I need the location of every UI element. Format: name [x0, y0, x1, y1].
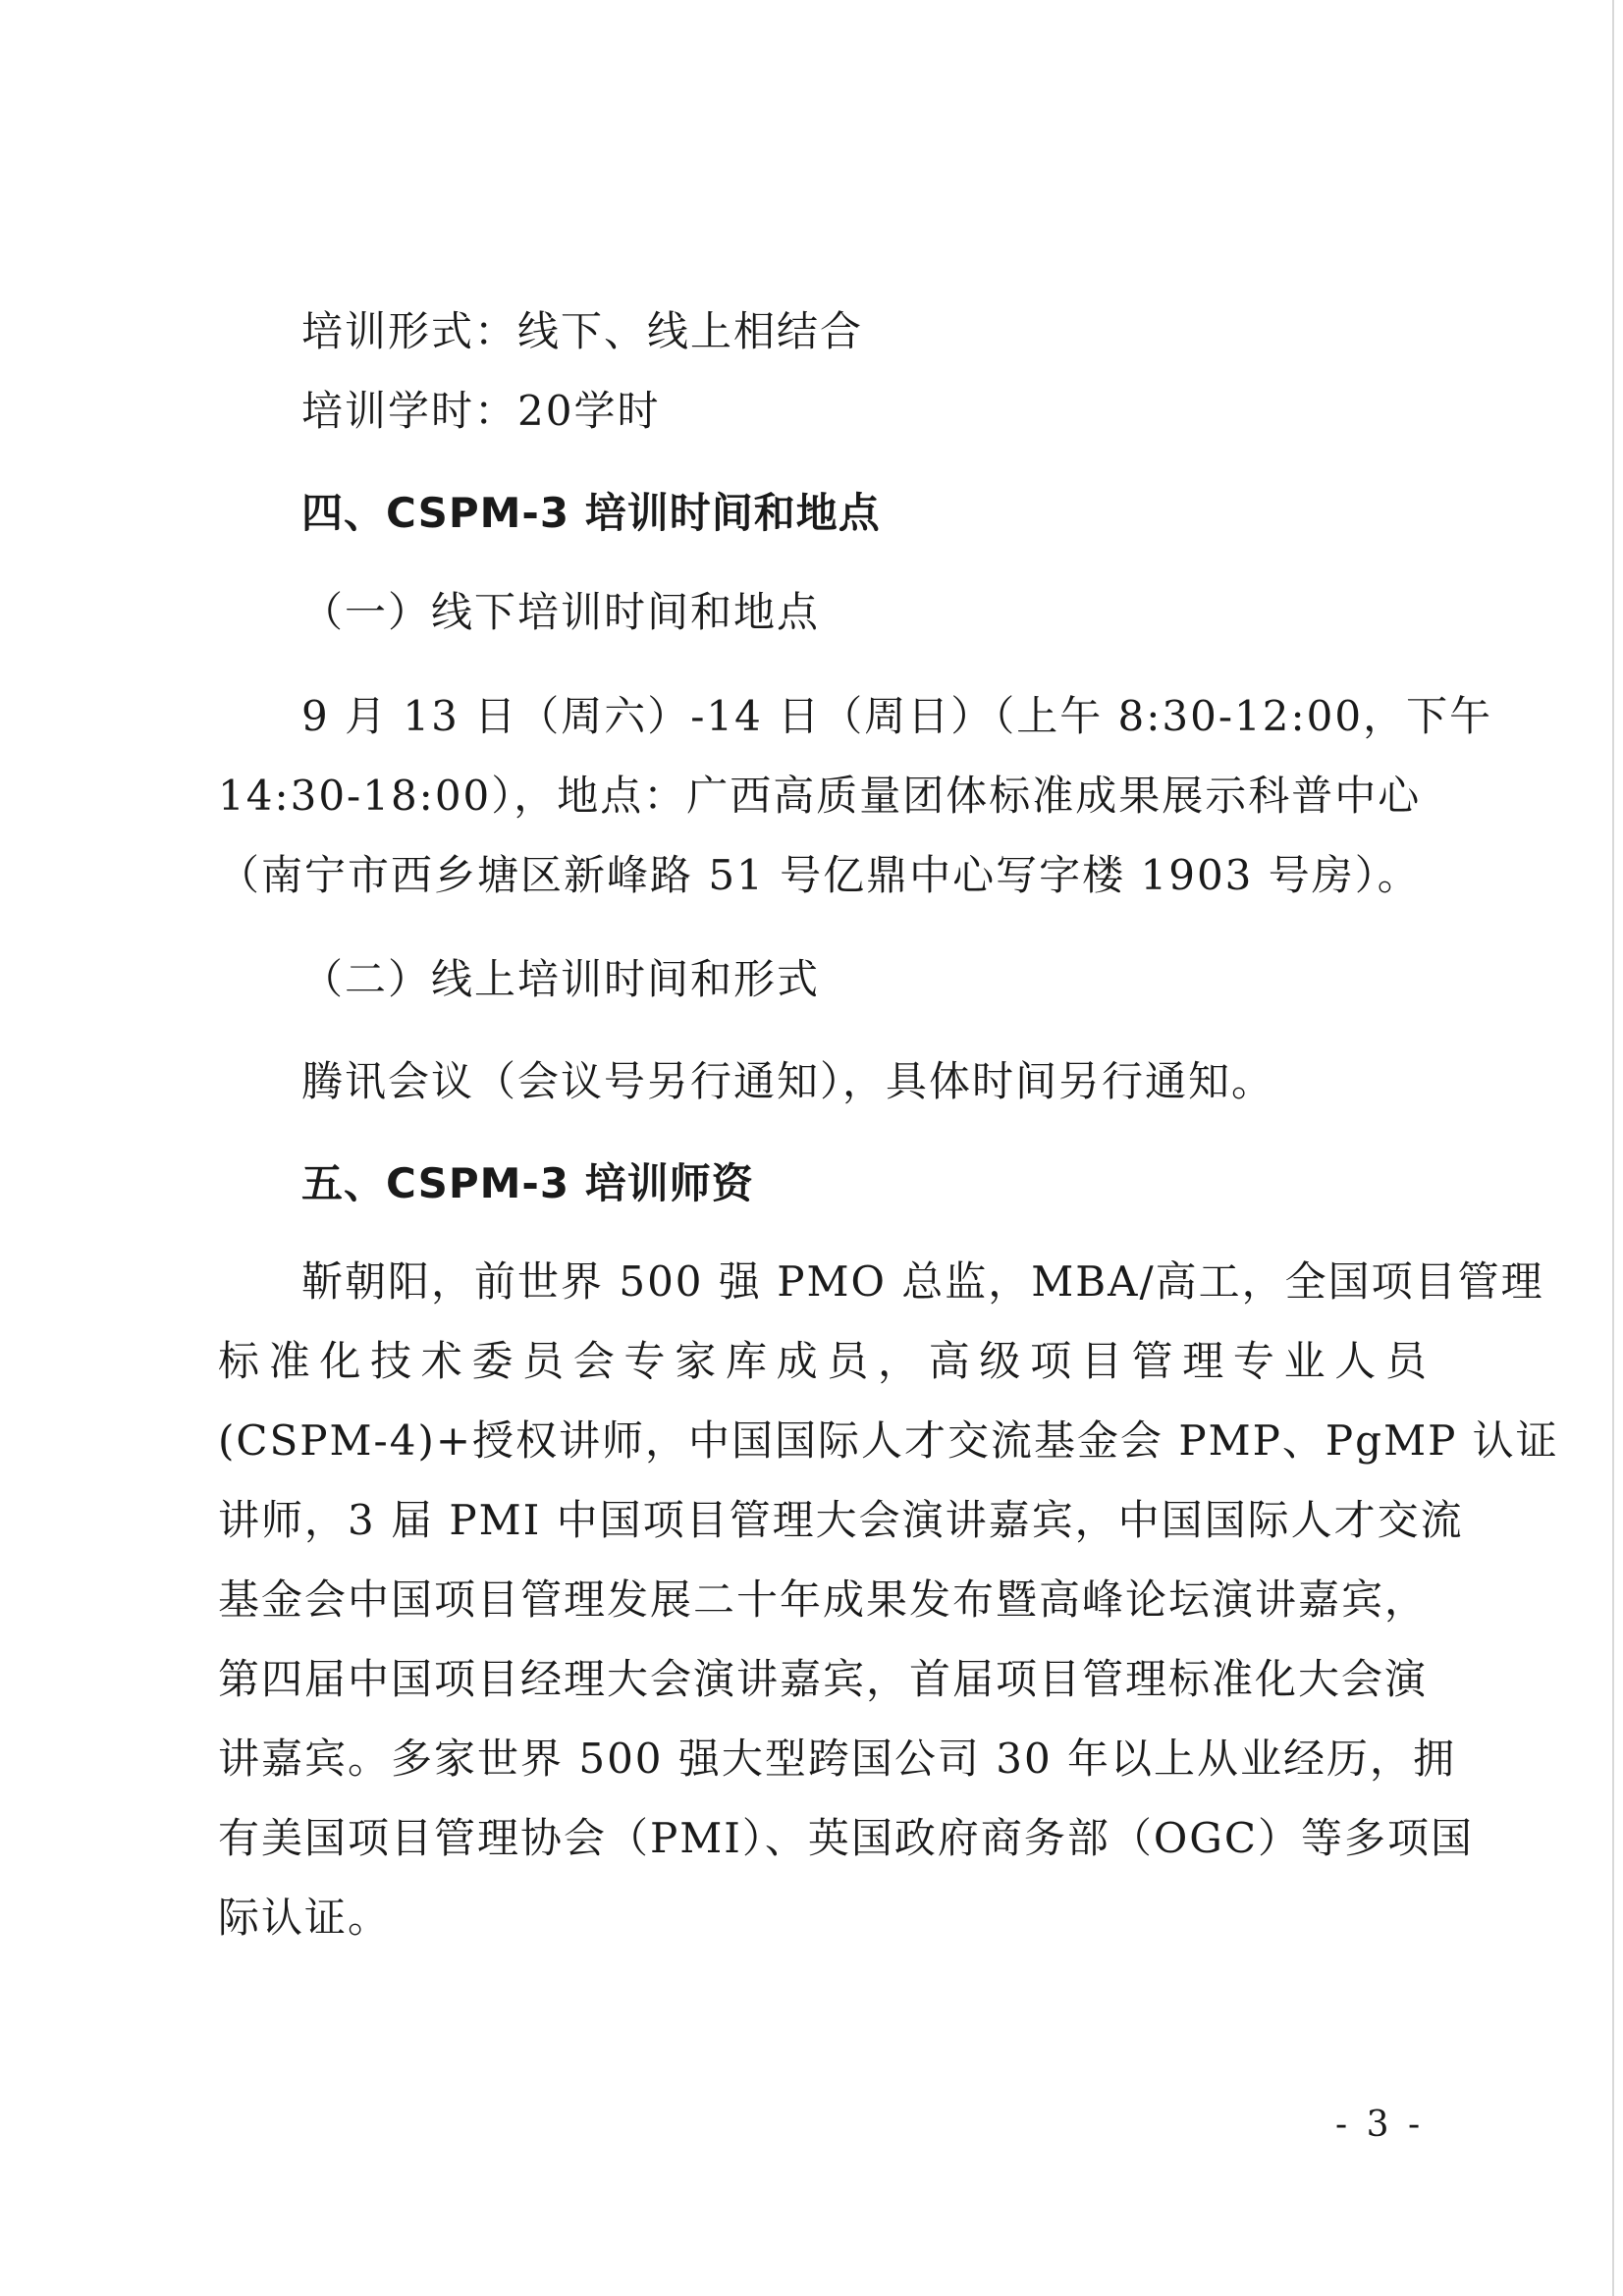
subheading-online: （二）线上培训时间和形式 — [301, 955, 821, 1003]
trainer-bio-line-4: 讲师，3 届 PMI 中国项目管理大会演讲嘉宾，中国国际人才交流 — [218, 1496, 1464, 1544]
training-hours-line: 培训学时：20学时 — [301, 387, 661, 435]
trainer-bio-line-8: 有美国项目管理协会（PMI）、英国政府商务部（OGC）等多项国 — [218, 1814, 1474, 1862]
online-meeting-line: 腾讯会议（会议号另行通知），具体时间另行通知。 — [301, 1057, 1275, 1105]
trainer-bio-line-3: (CSPM-4)+授权讲师，中国国际人才交流基金会 PMP、PgMP 认证 — [218, 1416, 1559, 1465]
trainer-bio-line-1: 靳朝阳，前世界 500 强 PMO 总监，MBA/高工，全国项目管理 — [301, 1257, 1544, 1306]
offline-time-line-2: 14:30-18:00），地点：广西高质量团体标准成果展示科普中心 — [218, 772, 1422, 820]
section-heading-five: 五、CSPM-3 培训师资 — [301, 1159, 754, 1207]
trainer-bio-line-7: 讲嘉宾。多家世界 500 强大型跨国公司 30 年以上从业经历，拥 — [218, 1735, 1457, 1783]
trainer-bio-line-9: 际认证。 — [218, 1894, 392, 1942]
page-number: - 3 - — [1335, 2105, 1425, 2145]
scan-edge-divider — [1612, 0, 1614, 2296]
subheading-offline: （一）线下培训时间和地点 — [301, 588, 821, 636]
offline-time-line-1: 9 月 13 日（周六）-14 日（周日）（上午 8:30-12:00，下午 — [301, 692, 1493, 740]
trainer-bio-line-2: 标准化技术委员会专家库成员，高级项目管理专业人员 — [218, 1337, 1429, 1385]
offline-location-line: （南宁市西乡塘区新峰路 51 号亿鼎中心写字楼 1903 号房）。 — [218, 851, 1421, 899]
section-heading-four: 四、CSPM-3 培训时间和地点 — [301, 489, 881, 537]
training-format-line: 培训形式：线下、线上相结合 — [301, 307, 864, 355]
trainer-bio-line-6: 第四届中国项目经理大会演讲嘉宾，首届项目管理标准化大会演 — [218, 1655, 1429, 1703]
trainer-bio-line-5: 基金会中国项目管理发展二十年成果发布暨高峰论坛演讲嘉宾， — [218, 1575, 1429, 1624]
